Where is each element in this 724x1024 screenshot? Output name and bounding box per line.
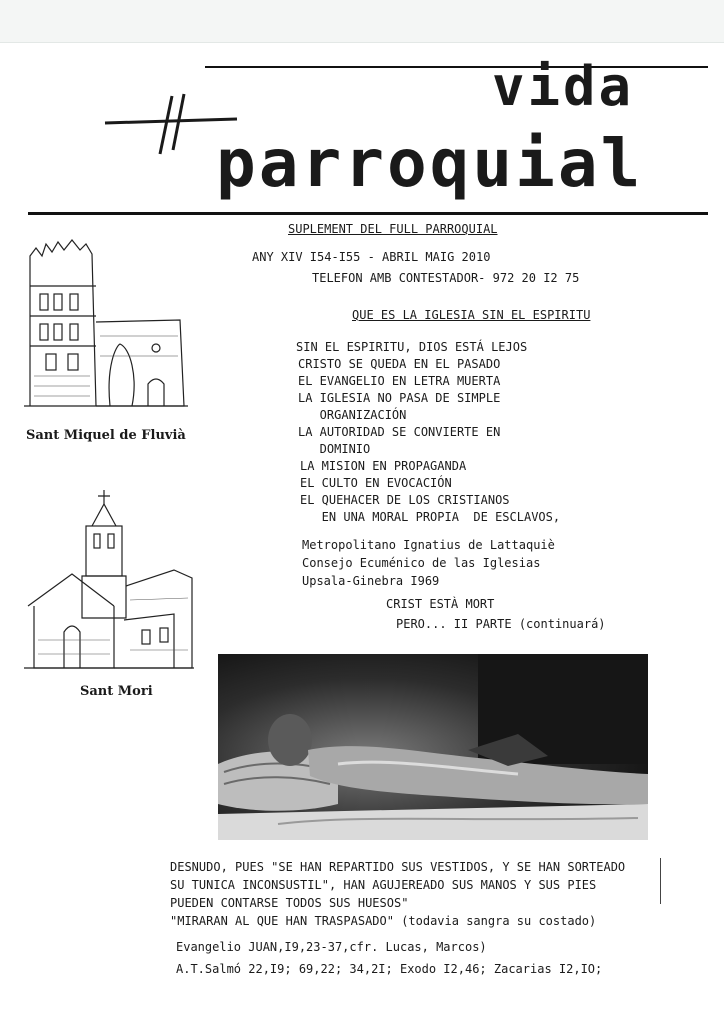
supplement-line: SUPLEMENT DEL FULL PARROQUIAL [288,222,498,236]
article-heading: QUE ES LA IGLESIA SIN EL ESPIRITU [352,308,591,322]
attribution-line: Consejo Ecuménico de las Iglesias [302,556,541,570]
caption-sant-miquel: Sant Miquel de Fluvià [26,428,186,443]
issue-line: ANY XIV I54-I55 - ABRIL MAIG 2010 [252,250,491,264]
article-line: EL CULTO EN EVOCACIÓN [300,476,452,490]
footer-line: "MIRARAN AL QUE HAN TRASPASADO" (todavia sangra su costado) [170,914,597,928]
church-tower-sketch [20,236,190,411]
dead-christ-image [218,654,648,840]
masthead-title-vida: vida [492,55,635,118]
masthead-title-parroquial: parroquial [216,125,644,202]
scan-top-band [0,0,724,43]
dead-christ-photo [218,654,648,840]
followup-next-part: PERO... II PARTE (continuará) [396,617,606,631]
scripture-reference: A.T.Salmó 22,I9; 69,22; 34,2I; Exodo I2,46; Zacarias I2,IO; [176,962,603,976]
article-line: EL EVANGELIO EN LETRA MUERTA [298,374,501,388]
article-line: CRISTO SE QUEDA EN EL PASADO [298,357,501,371]
article-line: ORGANIZACIÓN [298,408,407,422]
caption-sant-mori: Sant Mori [80,684,153,699]
scripture-reference: Evangelio JUAN,I9,23-37,cfr. Lucas, Marcos) [176,940,487,954]
phone-line: TELEFON AMB CONTESTADOR- 972 20 I2 75 [312,271,580,285]
article-line: SIN EL ESPIRITU, DIOS ESTÁ LEJOS [296,340,528,354]
masthead-bottom-rule [28,212,708,215]
article-line: EL QUEHACER DE LOS CRISTIANOS [300,493,510,507]
footer-side-rule [660,858,661,904]
attribution-line: Metropolitano Ignatius de Lattaquiè [302,538,555,552]
footer-line: SU TUNICA INCONSUSTIL", HAN AGUJEREADO SUS MANOS Y SUS PIES [170,878,597,892]
article-line: LA AUTORIDAD SE CONVIERTE EN [298,425,501,439]
article-line: LA MISION EN PROPAGANDA [300,459,467,473]
article-line: DOMINIO [298,442,371,456]
attribution-line: Upsala-Ginebra I969 [302,574,440,588]
church-belltower-sketch [24,490,194,675]
hash-mark-icon [100,90,240,160]
footer-line: PUEDEN CONTARSE TODOS SUS HUESOS" [170,896,409,910]
article-line: EN UNA MORAL PROPIA DE ESCLAVOS, [300,510,561,524]
footer-line: DESNUDO, PUES "SE HAN REPARTIDO SUS VESTIDOS, Y SE HAN SORTEADO [170,860,626,874]
article-line: LA IGLESIA NO PASA DE SIMPLE [298,391,501,405]
followup-title: CRIST ESTÀ MORT [386,597,495,611]
